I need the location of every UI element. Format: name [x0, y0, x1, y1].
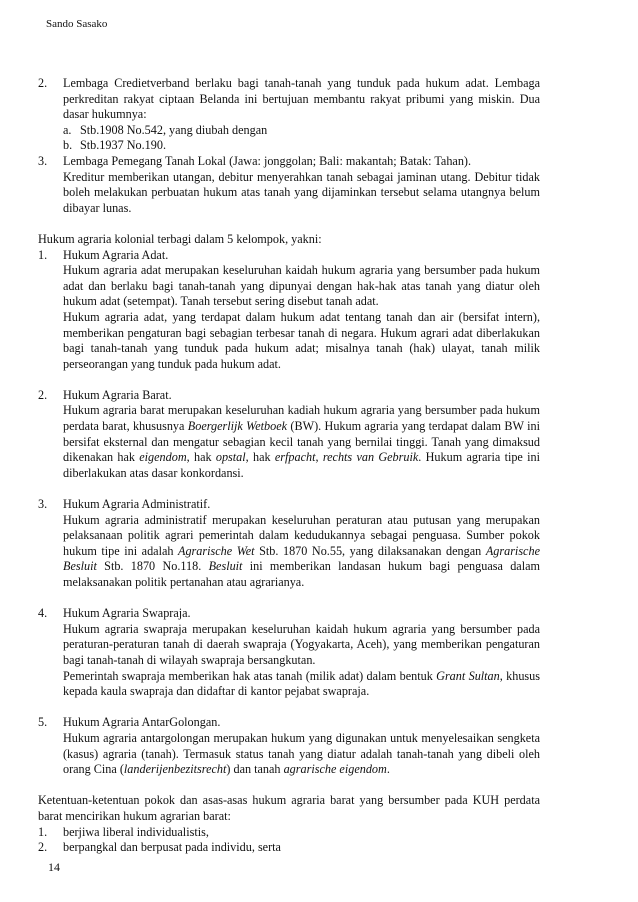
sub-item: [63, 123, 540, 139]
paragraph: Hukum agraria barat merupakan keseluruhan kadiah hukum agraria yang bersumber pada hukum perdata barat, khususnya Boergerlijk Wetboek (BW). Hukum agraria yang terdapat dalam BW ini bersifat eksternal dan mengatur sebagian kecil tanah yang bernilai tinggi. Tanah yang dimaksud dikenakan hak eigendom, hak opstal, hak erfpacht, rechts van Gebruik. Hukum agraria tipe ini diberlakukan atas dasar konkordansi.: [63, 403, 540, 480]
group-item: [38, 606, 540, 700]
list-number: 1.: [38, 247, 48, 262]
list-item: [38, 76, 540, 154]
list-number: 2.: [38, 387, 48, 402]
paragraph: berjiwa liberal individualistis,: [63, 824, 209, 839]
list-item: [38, 825, 540, 841]
group-item: [38, 715, 540, 777]
paragraph: berpangkal dan berpusat pada individu, serta: [63, 840, 281, 855]
list-number: 2.: [38, 76, 48, 90]
paragraph: Hukum agraria swapraja merupakan keseluruhan kaidah hukum agraria yang bersumber pada peraturan-peraturan tanah di daerah swapraja (Yogyakarta, Aceh), yang memberikan pengaturan bagi tanah-tanah di wilayah swapraja bersangkutan.: [63, 621, 540, 667]
paragraph: Hukum agraria antargolongan merupakan hukum yang digunakan untuk menyelesaikan sengketa (kasus) agraria (tanah). Termasuk status tanah yang diatur adalah tanah-tanah yang dibeli oleh orang Cina (landerijenbezitsrecht) dan tanah agrarische eigendom.: [63, 730, 540, 777]
paragraph: Lembaga Pemegang Tanah Lokal (Jawa: jonggolan; Bali: makantah; Batak: Tahan).: [63, 153, 472, 168]
page-body: [38, 76, 540, 856]
group-title: Hukum Agraria Adat.: [63, 247, 169, 262]
list-number: 3.: [38, 497, 48, 512]
page-number: 14: [48, 860, 60, 874]
list-number: 3.: [38, 153, 48, 168]
paragraph: Hukum agraria adat, yang terdapat dalam hukum adat tentang tanah dan air (bersifat intern), memberikan pengaturan bagi sebagian terbesar tanah di negara. Hukum agrari adat diberlakukan bagi tanah-tanah yang tunduk pada hukum adat; misalnya tanah (hak) ulayat, tanah milik perseorangan yang tunduk pada hukum adat.: [63, 309, 540, 371]
group-title: Hukum Agraria Administratif.: [63, 497, 211, 512]
sub-label: a.: [63, 122, 72, 137]
paragraph: Hukum agraria adat merupakan keseluruhan kaidah hukum agraria yang bersumber pada hukum adat dan berlaku bagi tanah-tanah yang dipunyai dengan hak-hak atas tanah yang diatur oleh hukum adat (setempat). Tanah tersebut sering disebut tanah adat.: [63, 263, 540, 309]
list-item: [38, 154, 540, 216]
sub-text: Stb.1937 No.190.: [80, 138, 166, 153]
running-header: Sando Sasako: [46, 18, 108, 30]
list-item: [38, 840, 540, 856]
paragraph: Kreditur memberikan utangan, debitur menyerahkan tanah sebagai jaminan utang. Debitur tidak boleh melakukan perbuatan hukum atas tanah yang dijaminkan tersebut selama utangnya belum dibayar lunas.: [63, 169, 540, 215]
group-item: [38, 497, 540, 591]
list-number: 4.: [38, 606, 48, 621]
paragraph: Lembaga Credietverband berlaku bagi tanah-tanah yang tunduk pada hukum adat. Lembaga perkreditan rakyat ciptaan Belanda ini bertujuan membantu rakyat pribumi yang miskin. Dua dasar hukumnya:: [63, 76, 540, 122]
list-number: 5.: [38, 715, 48, 730]
list-number: 2.: [38, 840, 48, 855]
group-item: [38, 248, 540, 373]
paragraph: Hukum agraria administratif merupakan keseluruhan peraturan atau putusan yang merupakan pelaksanaan politik agrari pemerintah dalam kedudukannya sebagai penguasa. Sumber pokok hukum tipe ini adalah Agrarische Wet Stb. 1870 No.55, yang dilaksanakan dengan Agrarische Besluit Stb. 1870 No.118. Besluit ini memberikan landasan hukum bagi penguasa dalam melaksanakan politik pertanahan atau agrarianya.: [63, 512, 540, 589]
group-item: [38, 388, 540, 482]
group-title: Hukum Agraria Swapraja.: [63, 606, 191, 621]
paragraph: Pemerintah swapraja memberikan hak atas tanah (milik adat) dalam bentuk Grant Sultan, khusus kepada kaula swapraja dan didaftar di kantor pejabat swapraja.: [63, 668, 540, 699]
sub-item: [63, 138, 540, 154]
group-title: Hukum Agraria Barat.: [63, 387, 172, 402]
closing-text: Ketentuan-ketentuan pokok dan asas-asas hukum agraria barat yang bersumber pada KUH perdata barat mencirikan hukum agrarian barat:: [38, 793, 540, 823]
group-title: Hukum Agraria AntarGolongan.: [63, 715, 221, 730]
list-number: 1.: [38, 824, 48, 839]
intro-text: Hukum agraria kolonial terbagi dalam 5 kelompok, yakni:: [38, 231, 322, 246]
sub-label: b.: [63, 138, 73, 153]
sub-text: Stb.1908 No.542, yang diubah dengan: [80, 122, 268, 137]
